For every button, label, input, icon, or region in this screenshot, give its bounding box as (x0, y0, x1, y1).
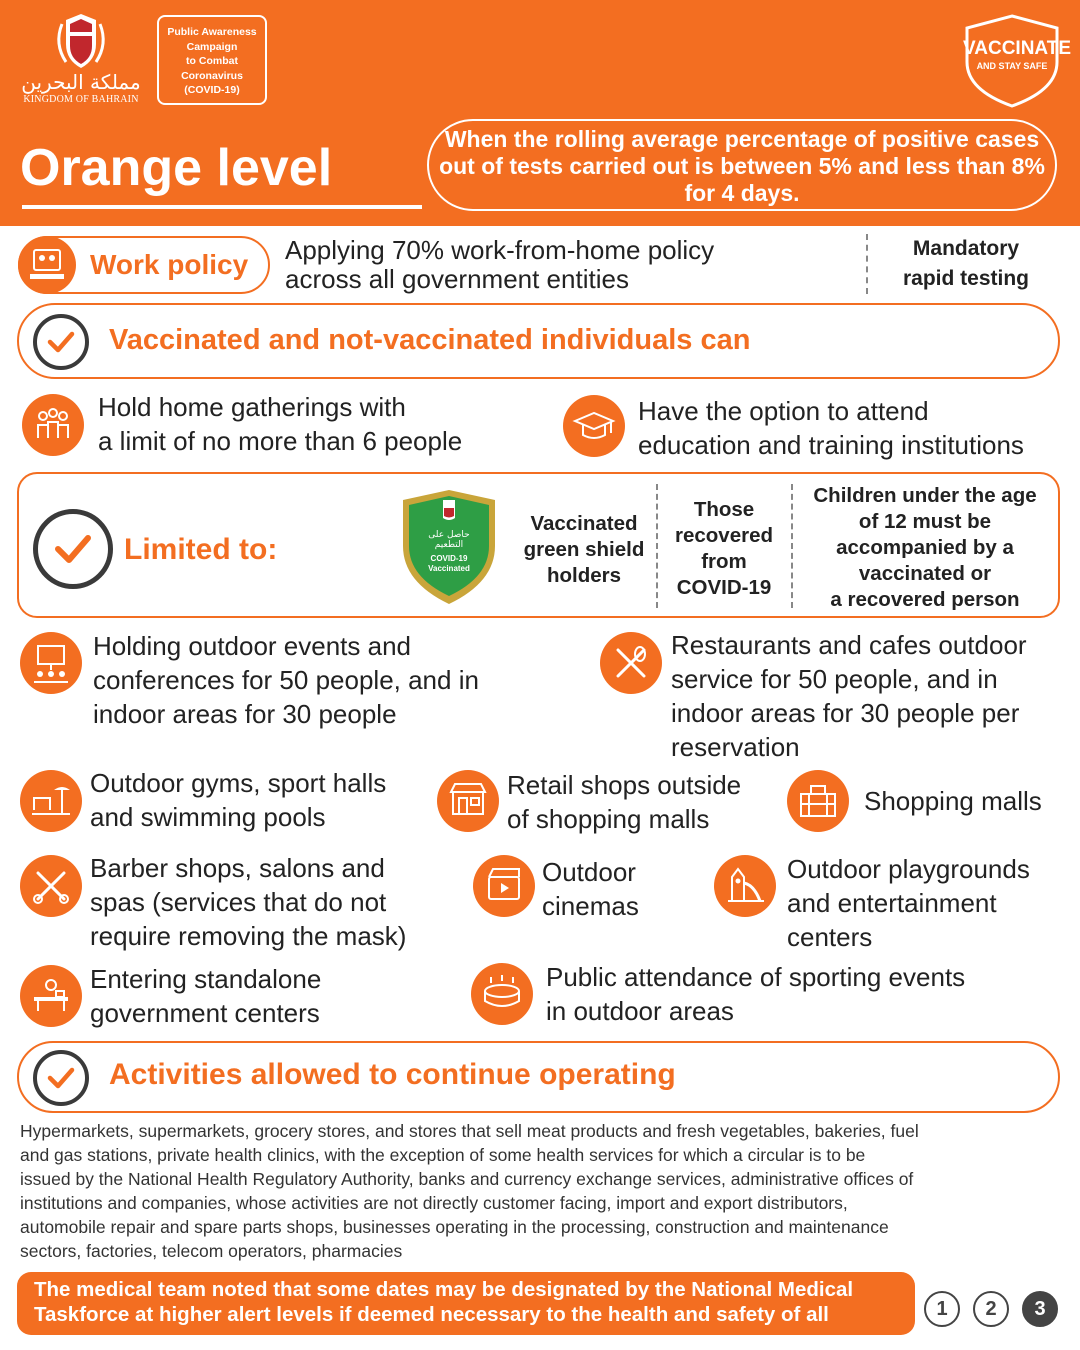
campaign-line: Campaign (186, 40, 238, 53)
gym-icon (20, 770, 82, 832)
page-indicator-3[interactable]: 3 (1022, 1291, 1058, 1327)
divider (791, 484, 793, 608)
item-line: Holding outdoor events and (93, 631, 412, 661)
col-line: green shield (523, 538, 645, 561)
condition-box: When the rolling average percentage of positive cases out of tests carried out is between 5% and less than 8% for 4 days. (427, 119, 1057, 211)
shield-arabic-line: حاصل على (428, 530, 470, 540)
item-line: indoor areas for 30 people (93, 699, 397, 729)
playgrounds-text (787, 852, 1030, 954)
item-line: conferences for 50 people, and in (93, 665, 479, 695)
col-line: recovered (674, 524, 773, 547)
shield-english-text (399, 554, 499, 574)
english-kingdom-name: KINGDOM OF BAHRAIN (23, 94, 139, 105)
header-banner (0, 0, 1080, 226)
col-line: Those (693, 498, 755, 521)
barber-icon (20, 855, 82, 917)
note-line: The medical team noted that some dates may be designated by the National Medical (34, 1278, 854, 1301)
item-line: and swimming pools (90, 802, 326, 832)
col-line: Children under the age (813, 484, 1037, 507)
campaign-badge (157, 15, 267, 105)
item-line: Shopping malls (864, 786, 1042, 816)
section-all-pill (17, 303, 1060, 379)
vaccinate-badge (963, 14, 1072, 108)
work-policy-text (285, 236, 845, 294)
outdoor-events-text (93, 629, 479, 731)
item-line: Retail shops outside (507, 770, 742, 800)
item-line: Public attendance of sporting events (546, 962, 966, 992)
item-line: of shopping malls (507, 804, 710, 834)
col-line: accompanied by a (836, 536, 1014, 559)
divider (866, 234, 868, 294)
retail-shop-icon (437, 770, 499, 832)
campaign-line: to Combat (186, 55, 238, 68)
description-line: institutions and companies, whose activities are not directly customer facing, import and export distributors, (20, 1193, 848, 1213)
divider (656, 484, 658, 608)
gyms-text (90, 766, 386, 834)
conference-icon (20, 632, 82, 694)
home-gatherings-text (98, 390, 462, 458)
bahrain-emblem-logo (18, 14, 144, 108)
item-line: a limit of no more than 6 people (98, 426, 463, 456)
work-policy-line: Applying 70% work-from-home policy (285, 235, 715, 265)
emblem-icon (18, 14, 144, 70)
arabic-kingdom-name: مملكة البحرين (21, 70, 141, 94)
description-line: issued by the National Health Regulatory Authority, banks and currency exchange services, administrative offices of (20, 1169, 914, 1189)
item-line: Barber shops, salons and (90, 853, 385, 883)
mandatory-line: Mandatory (912, 237, 1020, 260)
people-group-icon (22, 394, 84, 456)
government-centers-text (90, 962, 321, 1030)
page-indicator-1[interactable]: 1 (924, 1291, 960, 1327)
shopping-mall-icon (787, 770, 849, 832)
mandatory-testing-label (884, 234, 1048, 294)
sporting-events-text (546, 960, 965, 1028)
campaign-line: Public Awareness (167, 26, 257, 38)
page-title: Orange level (20, 139, 333, 197)
badge-title: VACCINATE (963, 38, 1072, 59)
work-policy-line: across all government entities (285, 264, 629, 294)
barber-shops-text (90, 851, 406, 953)
stadium-icon (471, 963, 533, 1025)
col-line: a recovered person (830, 588, 1020, 611)
allowed-activities-description (20, 1119, 1065, 1263)
col-line: of 12 must be (858, 510, 992, 533)
work-policy-pill (18, 236, 270, 294)
retail-shops-text (507, 768, 741, 836)
page-indicator-2[interactable]: 2 (973, 1291, 1009, 1327)
col-line: COVID-19 (676, 576, 772, 599)
playground-icon (714, 855, 776, 917)
shield-line: Vaccinated (428, 564, 470, 573)
note-line: Taskforce at higher alert levels if deemed necessary to the health and safety of all (34, 1303, 829, 1326)
work-policy-label: Work policy (90, 249, 249, 280)
col-line: from (701, 550, 747, 573)
children-rule-label (797, 483, 1053, 613)
col-line: Vaccinated (530, 512, 638, 535)
remote-work-icon (18, 236, 76, 294)
item-line: centers (787, 922, 873, 952)
campaign-line: Coronavirus (181, 69, 243, 82)
shield-line: COVID-19 (430, 554, 468, 563)
check-icon (33, 314, 89, 370)
check-icon (33, 1050, 89, 1106)
government-center-icon (20, 965, 82, 1027)
item-line: government centers (90, 998, 320, 1028)
outdoor-cinemas-text (542, 855, 639, 923)
item-line: education and training institutions (638, 430, 1024, 460)
item-line: in outdoor areas (546, 996, 734, 1026)
section-limited-box (17, 472, 1060, 618)
section-limited-title: Limited to: (124, 533, 278, 566)
medical-team-note (17, 1272, 915, 1335)
shield-arabic-text (399, 530, 499, 550)
item-line: Outdoor playgrounds (787, 854, 1030, 884)
section-continue-pill (17, 1041, 1060, 1113)
education-text (638, 394, 1024, 462)
description-line: Hypermarkets, supermarkets, grocery stores, and stores that sell meat products and fresh vegetables, bakeries, fuel (20, 1121, 919, 1141)
shield-arabic-line: التطعيم (434, 540, 464, 550)
item-line: Outdoor (542, 857, 636, 887)
col-line: vaccinated or (858, 562, 992, 585)
item-line: and entertainment (787, 888, 997, 918)
cinema-icon (473, 855, 535, 917)
campaign-line: (COVID-19) (184, 84, 240, 97)
restaurants-text (671, 628, 1027, 764)
item-line: Restaurants and cafes outdoor (671, 630, 1027, 660)
description-line: sectors, factories, telecom operators, pharmacies (20, 1241, 403, 1261)
item-line: Hold home gatherings with (98, 392, 406, 422)
section-continue-title: Activities allowed to continue operating (109, 1058, 676, 1091)
item-line: indoor areas for 30 people per (671, 698, 1020, 728)
title-underline (22, 205, 422, 209)
green-shield-holders-label (514, 511, 654, 589)
item-line: reservation (671, 732, 800, 762)
item-line: require removing the mask) (90, 921, 407, 951)
item-line: spas (services that do not (90, 887, 387, 917)
item-line: Entering standalone (90, 964, 322, 994)
item-line: cinemas (542, 891, 639, 921)
col-line: holders (546, 564, 622, 587)
recovered-label (659, 497, 789, 601)
description-line: automobile repair and spare parts shops, businesses operating in the processing, construction and maintenance (20, 1217, 889, 1237)
shopping-malls-text (864, 784, 1042, 818)
graduation-cap-icon (563, 395, 625, 457)
restaurant-icon (600, 632, 662, 694)
badge-subtitle: AND STAY SAFE (976, 61, 1048, 71)
section-all-title: Vaccinated and not-vaccinated individuals can (109, 324, 751, 356)
item-line: Outdoor gyms, sport halls (90, 768, 387, 798)
item-line: Have the option to attend (638, 396, 929, 426)
check-icon (33, 509, 113, 589)
item-line: service for 50 people, and in (671, 664, 998, 694)
description-line: and gas stations, private health clinics, with the exception of some health services for which a circular is to be (20, 1145, 866, 1165)
green-shield-badge (399, 488, 499, 606)
mandatory-line: rapid testing (902, 267, 1029, 290)
